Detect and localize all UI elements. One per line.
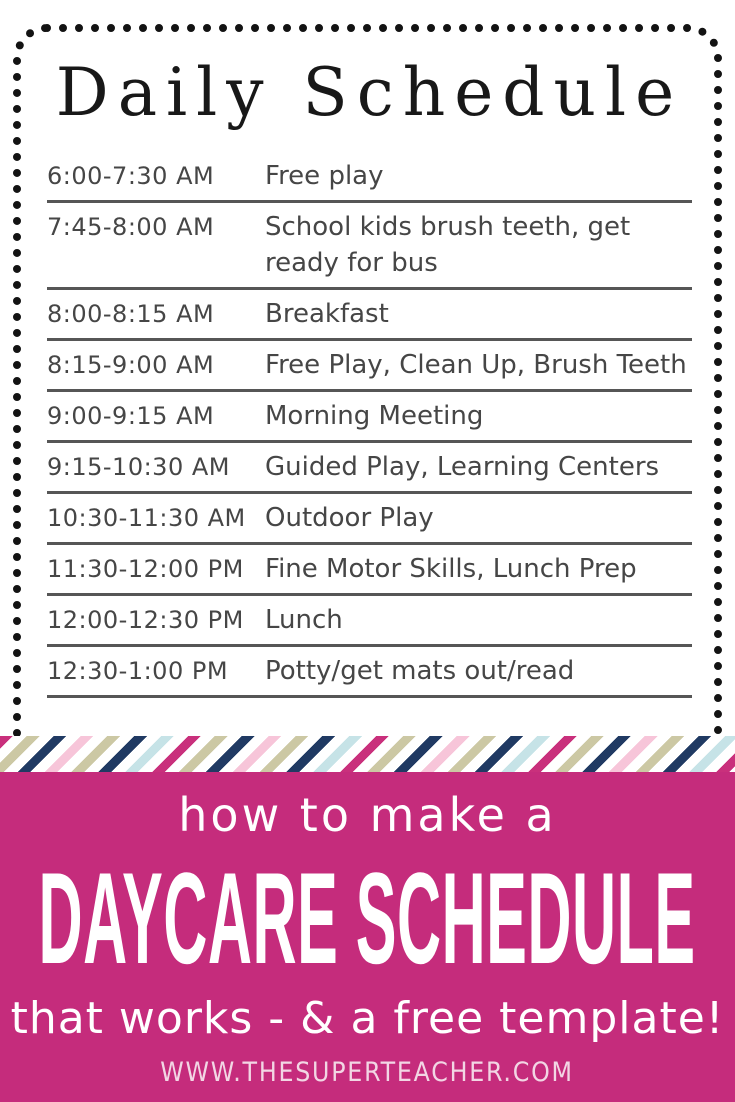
schedule-row — [47, 440, 692, 491]
schedule-time: 9:00-9:15 AM — [47, 402, 215, 430]
schedule-row — [47, 287, 692, 338]
schedule-time: 10:30-11:30 AM — [47, 504, 246, 532]
schedule-activity: Fine Motor Skills, Lunch Prep — [265, 554, 637, 584]
schedule-activity: Breakfast — [265, 299, 389, 329]
website-url: WWW.THESUPERTEACHER.COM — [160, 1057, 575, 1088]
schedule-table — [47, 152, 692, 698]
schedule-activity: Guided Play, Learning Centers — [265, 452, 660, 482]
schedule-activity: Lunch — [265, 605, 343, 635]
schedule-row — [47, 644, 692, 695]
schedule-time: 12:30-1:00 PM — [47, 657, 229, 685]
washi-tape-divider — [0, 736, 735, 772]
schedule-row — [47, 152, 692, 200]
banner-title: DAYCARE SCHEDULE — [38, 845, 697, 991]
banner-subtitle-bottom: that works - & a free template! — [10, 993, 725, 1044]
schedule-row — [47, 593, 692, 644]
schedule-time: 11:30-12:00 PM — [47, 555, 244, 583]
schedule-activity: Free Play, Clean Up, Brush Teeth — [265, 350, 687, 380]
schedule-time: 8:15-9:00 AM — [47, 351, 215, 379]
schedule-time: 6:00-7:30 AM — [47, 162, 215, 190]
schedule-time: 9:15-10:30 AM — [47, 453, 230, 481]
promo-banner — [0, 772, 735, 1102]
schedule-time: 8:00-8:15 AM — [47, 300, 215, 328]
schedule-activity: Potty/get mats out/read — [265, 656, 575, 686]
schedule-time: 7:45-8:00 AM — [47, 213, 215, 241]
schedule-activity: Outdoor Play — [265, 503, 434, 533]
schedule-activity: Morning Meeting — [265, 401, 484, 431]
schedule-activity: Free play — [265, 161, 384, 191]
schedule-row — [47, 491, 692, 542]
schedule-row — [47, 338, 692, 389]
schedule-row — [47, 389, 692, 440]
schedule-time: 12:00-12:30 PM — [47, 606, 244, 634]
schedule-row — [47, 542, 692, 593]
banner-subtitle-top: how to make a — [178, 788, 557, 842]
daily-schedule-card — [13, 24, 722, 736]
schedule-title: Daily Schedule — [55, 54, 684, 131]
schedule-activity: School kids brush teeth, get ready for bus — [265, 212, 631, 278]
schedule-row — [47, 200, 692, 287]
